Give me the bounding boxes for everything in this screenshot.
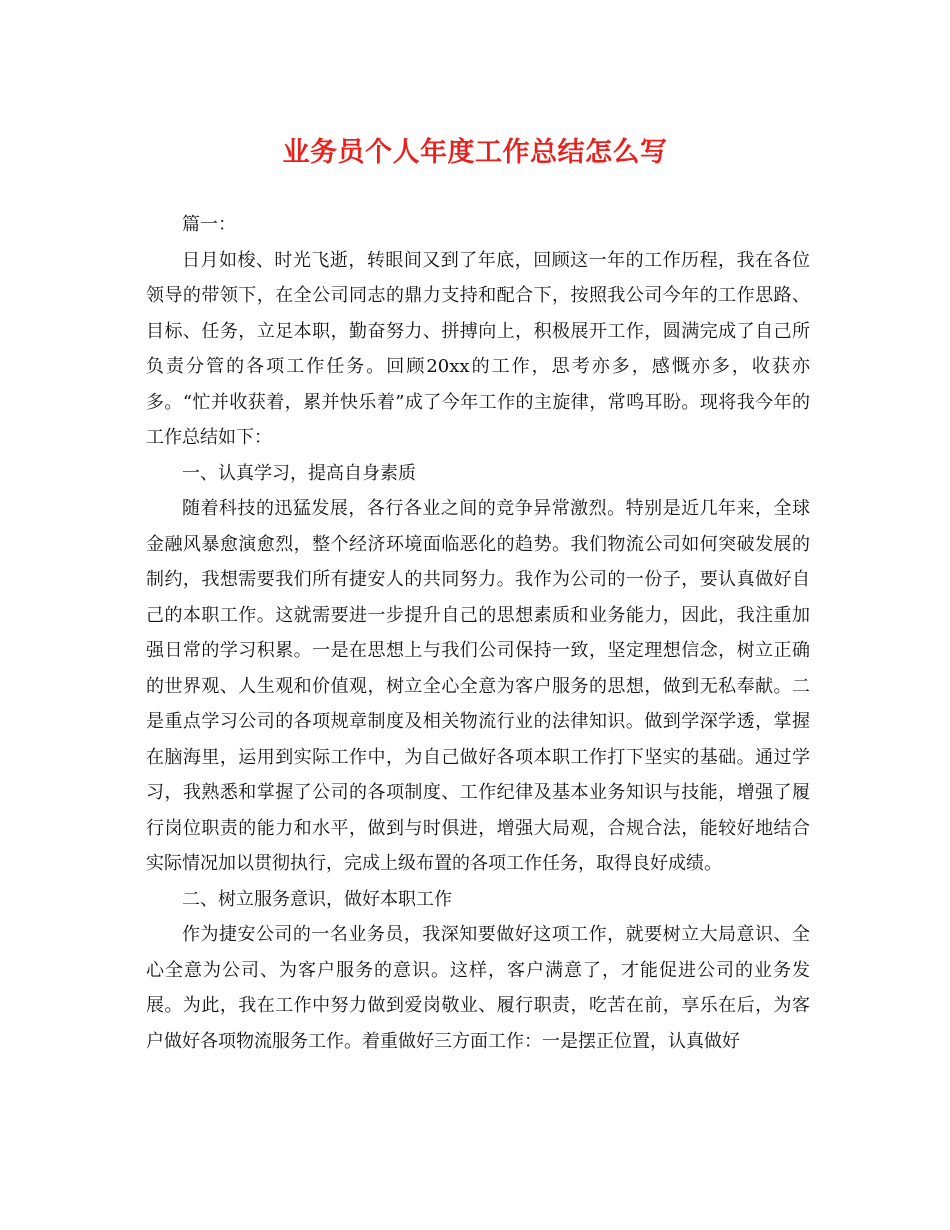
intro-paragraph: 日月如梭、时光飞逝，转眼间又到了年底，回顾这一年的工作历程，我在各位领导的带领下，在全公司同志的鼎力支持和配合下，按照我公司今年的工作思路、目标、任务，立足本职，勤奋努力、拼搏向上，积极展开工作，圆满完成了自己所负责分管的各项工作任务。回顾20xx的工作，思考亦多，感慨亦多，收获亦多。“忙并收获着，累并快乐着”成了今年工作的主旋律，常鸣耳盼。现将我今年的工作总结如下： [146,249,810,448]
document-body [146,207,810,1059]
section-heading-study: 一、认真学习，提高自身素质 [182,462,416,484]
service-paragraph: 作为捷安公司的一名业务员，我深知要做好这项工作，就要树立大局意识、全心全意为公司、为客户服务的意识。这样，客户满意了，才能促进公司的业务发展。为此，我在工作中努力做到爱岗敬业、履行职责，吃苦在前，享乐在后，为客户做好各项物流服务工作。着重做好三方面工作：一是摆正位置，认真做好 [146,924,810,1052]
section-label-part-one: 篇一： [182,214,236,235]
section-heading-service: 二、树立服务意识，做好本职工作 [182,888,452,910]
document-title: 业务员个人年度工作总结怎么写 [282,137,668,168]
study-paragraph: 随着科技的迅猛发展，各行各业之间的竞争异常激烈。特别是近几年来，全球金融风暴愈演愈烈，整个经济环境面临恶化的趋势。我们物流公司如何突破发展的制约，我想需要我们所有捷安人的共同努力。我作为公司的一份子，要认真做好自己的本职工作。这就需要进一步提升自己的思想素质和业务能力，因此，我注重加强日常的学习积累。一是在思想上与我们公司保持一致，坚定理想信念，树立正确的世界观、人生观和价值观，树立全心全意为客户服务的思想，做到无私奉献。二是重点学习公司的各项规章制度及相关物流行业的法律知识。做到学深学透，掌握在脑海里，运用到实际工作中，为自己做好各项本职工作打下坚实的基础。通过学习，我熟悉和掌握了公司的各项制度、工作纪律及基本业务知识与技能，增强了履行岗位职责的能力和水平，做到与时俱进，增强大局观，合规合法，能较好地结合实际情况加以贯彻执行，完成上级布置的各项工作任务，取得良好成绩。 [146,498,810,874]
